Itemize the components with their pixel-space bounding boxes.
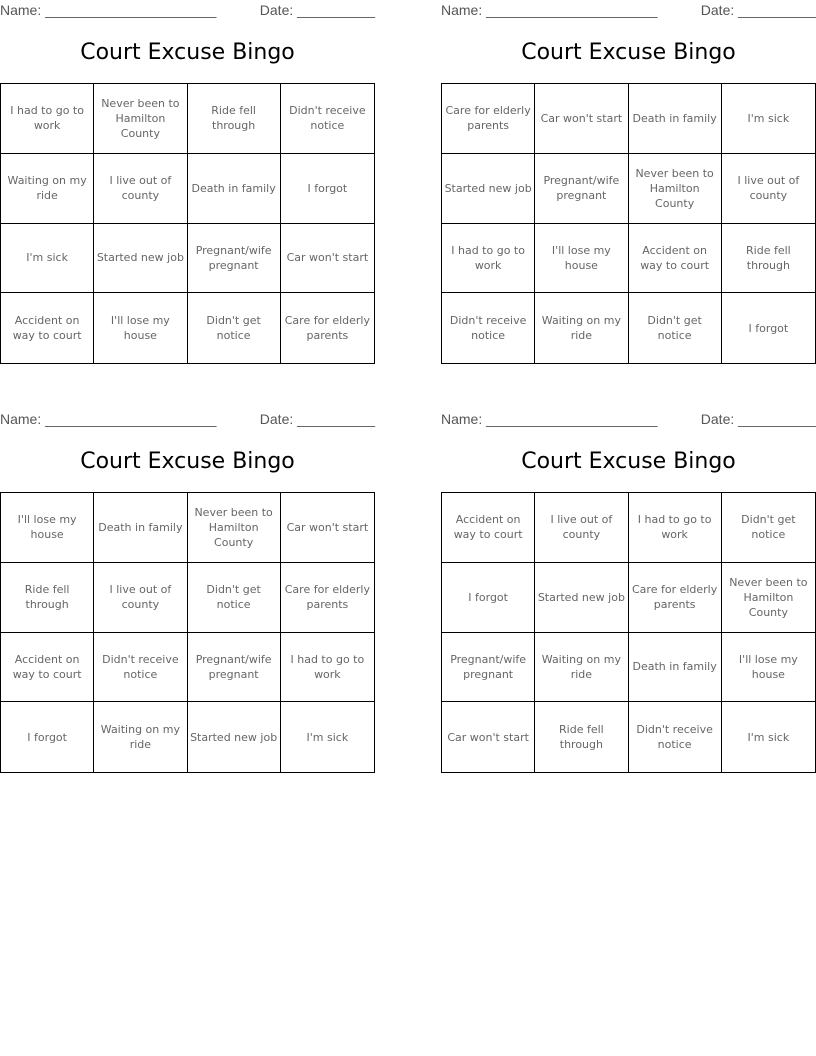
bingo-cell: I live out of county xyxy=(94,154,187,224)
bingo-cell: Never been to Hamilton County xyxy=(94,84,187,154)
bingo-cell: Didn't receive notice xyxy=(629,702,722,772)
bingo-cell: I had to go to work xyxy=(629,493,722,563)
bingo-cell: I forgot xyxy=(442,563,535,633)
bingo-cell: I'm sick xyxy=(747,730,790,744)
date-field: Date: __________ xyxy=(700,411,816,427)
bingo-cell: Pregnant/wife pregnant xyxy=(188,633,281,703)
bingo-card xyxy=(441,0,816,365)
name-field: Name: ______________________ xyxy=(0,411,217,427)
bingo-cell: Didn't receive notice xyxy=(442,293,535,363)
bingo-cell: Car won't start xyxy=(281,224,374,294)
bingo-cell: Waiting on my ride xyxy=(1,154,94,224)
bingo-cell: I had to go to work xyxy=(281,633,374,703)
bingo-cell: Care for elderly parents xyxy=(629,563,722,633)
card-header xyxy=(441,411,816,429)
bingo-cell: Death in family xyxy=(188,154,281,224)
card-title: Court Excuse Bingo xyxy=(80,449,295,474)
bingo-cell: I live out of county xyxy=(94,563,187,633)
bingo-cell: I'm sick xyxy=(1,224,94,294)
bingo-cell: I had to go to work xyxy=(442,224,535,294)
bingo-cell: I live out of county xyxy=(722,154,815,224)
bingo-cell: I forgot xyxy=(748,321,789,335)
bingo-cell: Pregnant/wife pregnant xyxy=(442,633,535,703)
bingo-cell: Accident on way to court xyxy=(1,633,94,703)
bingo-cell: Started new job xyxy=(535,563,628,633)
bingo-cell: Ride fell through xyxy=(722,224,815,294)
card-header xyxy=(0,411,375,429)
bingo-cell: I'm sick xyxy=(722,84,815,154)
bingo-cell: I'll lose my house xyxy=(535,224,628,294)
bingo-grid xyxy=(0,83,375,364)
date-field: Date: __________ xyxy=(700,2,816,18)
bingo-cell: I'll lose my house xyxy=(94,293,187,363)
bingo-cell: Didn't get notice xyxy=(188,293,281,363)
bingo-card xyxy=(441,409,816,774)
bingo-cell: I'll lose my house xyxy=(1,493,94,563)
card-title: Court Excuse Bingo xyxy=(521,449,736,474)
name-field: Name: ______________________ xyxy=(0,2,217,18)
bingo-cell: I forgot xyxy=(281,154,374,224)
bingo-cell: Didn't get notice xyxy=(629,293,722,363)
bingo-cell: Didn't get notice xyxy=(722,493,815,563)
bingo-cell: Didn't get notice xyxy=(188,563,281,633)
bingo-cell: Care for elderly parents xyxy=(284,314,370,343)
bingo-cell: Pregnant/wife pregnant xyxy=(188,224,281,294)
bingo-cell: Waiting on my ride xyxy=(535,633,628,703)
card-title: Court Excuse Bingo xyxy=(521,40,736,65)
bingo-cell: Started new job xyxy=(188,702,281,772)
bingo-grid xyxy=(0,492,375,773)
bingo-cell: Accident on way to court xyxy=(629,224,722,294)
date-field: Date: __________ xyxy=(259,411,375,427)
bingo-cell: Started new job xyxy=(442,154,535,224)
bingo-cell: Ride fell through xyxy=(188,84,281,154)
bingo-card xyxy=(0,409,375,774)
bingo-cell: Waiting on my ride xyxy=(94,702,187,772)
bingo-cell: Didn't receive notice xyxy=(281,84,374,154)
bingo-cell: Pregnant/wife pregnant xyxy=(535,154,628,224)
bingo-cell: Didn't receive notice xyxy=(94,633,187,703)
bingo-cell: Car won't start xyxy=(281,493,374,563)
name-field: Name: ______________________ xyxy=(441,411,658,427)
bingo-cell: Death in family xyxy=(94,493,187,563)
card-header xyxy=(441,2,816,20)
bingo-cell: Ride fell through xyxy=(535,702,628,772)
card-title: Court Excuse Bingo xyxy=(80,40,295,65)
bingo-cell: Started new job xyxy=(94,224,187,294)
card-header xyxy=(0,2,375,20)
bingo-grid xyxy=(441,83,816,364)
bingo-card xyxy=(0,0,375,365)
bingo-cell: Care for elderly parents xyxy=(442,84,535,154)
bingo-cell: Death in family xyxy=(629,633,722,703)
bingo-cell: I had to go to work xyxy=(1,84,94,154)
bingo-cell: Ride fell through xyxy=(1,563,94,633)
bingo-cell: I live out of county xyxy=(535,493,628,563)
bingo-grid xyxy=(441,492,816,773)
name-field: Name: ______________________ xyxy=(441,2,658,18)
bingo-cell: I forgot xyxy=(1,702,94,772)
bingo-cell: Death in family xyxy=(629,84,722,154)
date-field: Date: __________ xyxy=(259,2,375,18)
bingo-cell: Car won't start xyxy=(442,702,535,772)
bingo-cell: Care for elderly parents xyxy=(281,563,374,633)
bingo-cell: Never been to Hamilton County xyxy=(188,493,281,563)
bingo-cell: I'll lose my house xyxy=(722,633,815,703)
bingo-cell: Waiting on my ride xyxy=(535,293,628,363)
bingo-cell: Never been to Hamilton County xyxy=(629,154,722,224)
bingo-cell: Accident on way to court xyxy=(442,493,535,563)
bingo-cell: Never been to Hamilton County xyxy=(722,563,815,633)
bingo-cell: Accident on way to court xyxy=(1,293,94,363)
bingo-cell: Car won't start xyxy=(535,84,628,154)
bingo-cell: I'm sick xyxy=(306,730,349,744)
